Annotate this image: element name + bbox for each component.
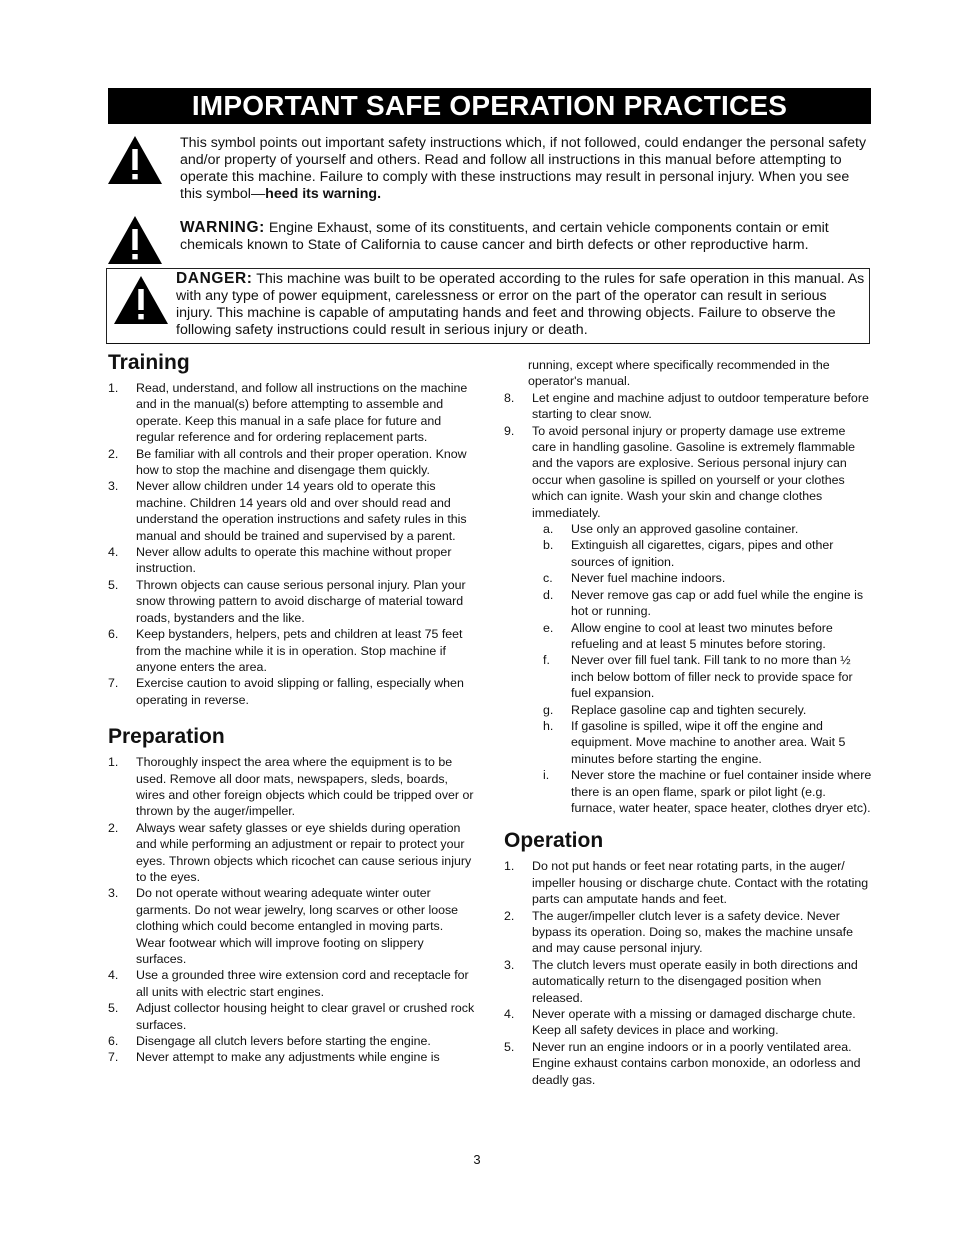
training-heading: Training bbox=[108, 351, 190, 374]
operation-heading: Operation bbox=[504, 829, 604, 853]
warning-notice bbox=[180, 219, 872, 254]
symbol-notice-text: This symbol points out important safety instructions which, if not followed, could endanger the personal safety and/or property of yourself and others. Read and follow all instructions in this manual before attempting to operate this machine. Failure to comply with these instructions may result in personal injury. When you see this symbol— bbox=[180, 135, 867, 202]
list-item: 3. Do not operate without wearing adequate winter outer garments. Do not wear jewelry, long scarves or other loose clothing which could become entangled in moving parts. Wear footwear which will improve footing on slippery surfaces. bbox=[108, 886, 459, 966]
list-item: 3. The clutch levers must operate easily in both directions and automatically return to the disengaged position when released. bbox=[504, 957, 858, 1005]
list-item: h. If gasoline is spilled, wipe it off the engine and equipment. Move machine to another area. Wait 5 minutes before starting the engine. bbox=[543, 718, 846, 766]
list-item: 1. Read, understand, and follow all instructions on the machine and in the manual(s) before attempting to assemble and operate. Keep this manual in a safe place for future and regular reference and for ordering replacement parts. bbox=[108, 381, 468, 445]
training-list bbox=[104, 380, 476, 708]
list-item: 2. Always wear safety glasses or eye shields during operation and while performing an adjustment or repair to protect your eyes. Thrown objects which ricochet can cause serious injury to the eyes. bbox=[108, 820, 472, 884]
list-item: 1. Do not put hands or feet near rotating parts, in the auger/ impeller housing or discharge chute. Contact with the rotating parts can amputate hands and feet. bbox=[504, 859, 869, 907]
list-item: b. Extinguish all cigarettes, cigars, pipes and other sources of ignition. bbox=[543, 538, 834, 569]
list-item: g. Replace gasoline cap and tighten securely. bbox=[543, 702, 807, 717]
symbol-notice-emphasis: heed its warning. bbox=[265, 186, 382, 202]
list-item: 7. Exercise caution to avoid slipping or falling, especially when operating in reverse. bbox=[108, 676, 464, 707]
left-column bbox=[104, 350, 476, 1066]
list-item: 5. Never run an engine indoors or in a poorly ventilated area. Engine exhaust contains carbon monoxide, an odorless and deadly gas. bbox=[504, 1039, 861, 1087]
page-banner-title: IMPORTANT SAFE OPERATION PRACTICES bbox=[108, 88, 871, 124]
list-item: 2. Be familiar with all controls and their proper operation. Know how to stop the machine and disengage them quickly. bbox=[108, 446, 467, 478]
list-item: 8. Let engine and machine adjust to outdoor temperature before starting to clear snow. bbox=[504, 390, 869, 422]
preparation-list bbox=[104, 754, 476, 1066]
list-item: 5. Thrown objects can cause serious personal injury. Plan your snow throwing pattern to avoid discharge of material toward roads, bystanders and the like. bbox=[108, 577, 466, 625]
list-item: 3. Never allow children under 14 years old to operate this machine. Children 14 years old and over should read and understand the operation instructions and safety rules in this manual and should be trained and supervised by a parent. bbox=[108, 479, 467, 543]
list-item: 1. Thoroughly inspect the area where the equipment is to be used. Remove all door mats, newspapers, sleds, boards, wires and other foreign objects which could be tripped over or thrown by the auger/impeller. bbox=[108, 755, 474, 819]
preparation-heading: Preparation bbox=[108, 725, 225, 749]
warning-triangle-icon bbox=[106, 134, 164, 186]
list-item: 9. To avoid personal injury or property damage use extreme care in handling gasoline. Gasoline is extremely flammable and the vapors are explosive. Serious personal injury can occur when gasoline is spilled on yourself or your clothes which can ignite. Wash your skin and change clothes immediately. bbox=[504, 423, 856, 520]
danger-text: This machine was built to be operated according to the rules for safe operation in this manual. As with any type of power equipment, carelessness or error on the part of the operator can result in serious injury. This machine is capable of amputating hands and feet and throwing objects. Failure to observe the following safety instructions could result in serious injury or death. bbox=[176, 271, 865, 338]
warning-label: WARNING: bbox=[180, 219, 265, 236]
warning-triangle-icon bbox=[106, 214, 164, 266]
symbol-notice bbox=[180, 135, 870, 203]
preparation-list-continued bbox=[500, 390, 872, 521]
list-item: 6. Disengage all clutch levers before starting the engine. bbox=[108, 1034, 431, 1049]
warning-triangle-icon bbox=[112, 274, 170, 326]
list-item: f. Never over fill fuel tank. Fill tank to no more than ½ inch below bottom of filler neck to provide space for fuel expansion. bbox=[543, 653, 853, 701]
list-item: a. Use only an approved gasoline container. bbox=[543, 522, 799, 537]
danger-notice bbox=[176, 270, 866, 339]
warning-text: Engine Exhaust, some of its constituents, and certain vehicle components contain or emit chemicals known to State of California to cause cancer and birth defects or other reproductive harm. bbox=[180, 220, 829, 253]
list-item: i. Never store the machine or fuel container inside where there is an open flame, spark or pilot light (e.g. furnace, water heater, space heater, clothes dryer etc). bbox=[543, 768, 872, 815]
list-item: d. Never remove gas cap or add fuel while the engine is hot or running. bbox=[543, 587, 864, 619]
list-item: 7. Never attempt to make any adjustments while engine is bbox=[108, 1050, 440, 1065]
list-item: 4. Never allow adults to operate this machine without proper instruction. bbox=[108, 545, 452, 576]
preparation-continuation: running, except where specifically recommended in the operator's manual. bbox=[528, 358, 830, 389]
list-item: c. Never fuel machine indoors. bbox=[543, 571, 726, 586]
danger-label: DANGER: bbox=[176, 270, 253, 287]
operation-list bbox=[500, 858, 872, 1088]
list-item: 4. Never operate with a missing or damaged discharge chute. Keep all safety devices in place and working. bbox=[504, 1007, 856, 1038]
list-item: e. Allow engine to cool at least two minutes before refueling and at least 5 minutes before storing. bbox=[543, 620, 833, 651]
gasoline-sublist bbox=[500, 521, 872, 816]
list-item: 4. Use a grounded three wire extension cord and receptacle for all units with electric start engines. bbox=[108, 968, 469, 999]
page-number: 3 bbox=[473, 1152, 481, 1167]
right-column bbox=[500, 357, 872, 1088]
list-item: 5. Adjust collector housing height to clear gravel or crushed rock surfaces. bbox=[108, 1001, 475, 1032]
list-item: 2. The auger/impeller clutch lever is a safety device. Never bypass its operation. Doing so, makes the machine unsafe and may cause personal injury. bbox=[504, 908, 853, 956]
list-item: 6. Keep bystanders, helpers, pets and children at least 75 feet from the machine while it is in operation. Stop machine if anyone enters the area. bbox=[108, 627, 463, 674]
